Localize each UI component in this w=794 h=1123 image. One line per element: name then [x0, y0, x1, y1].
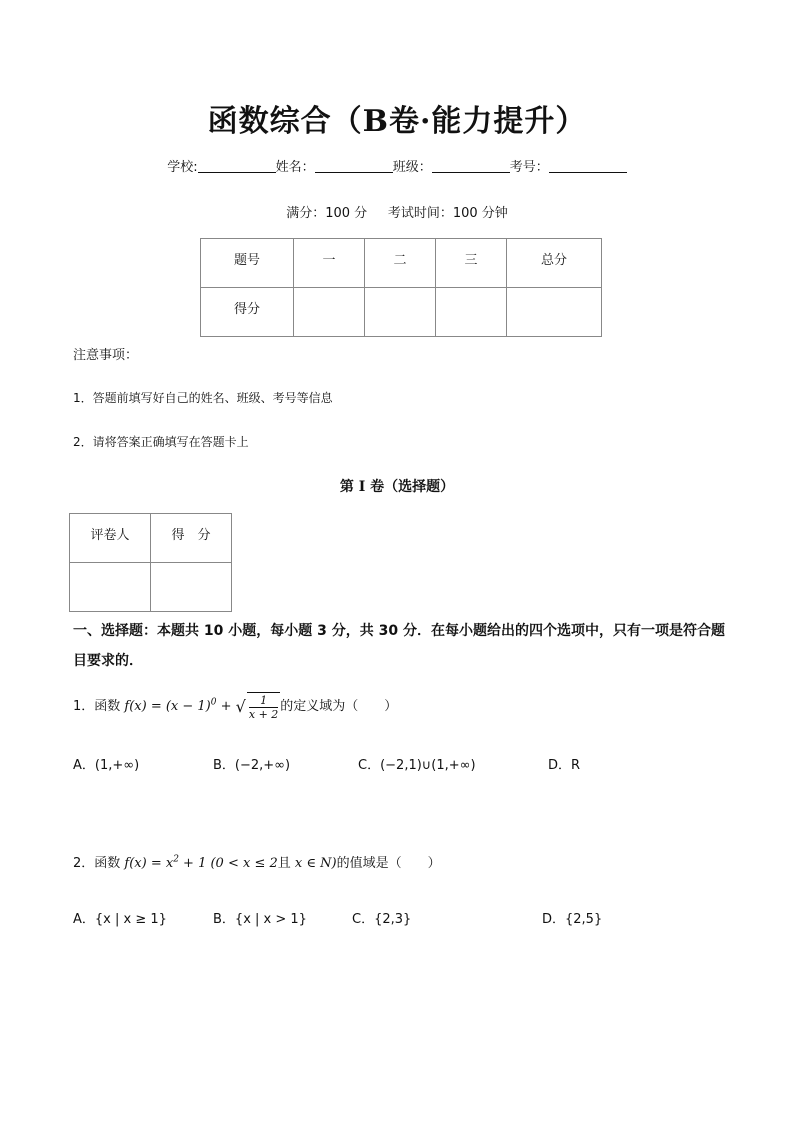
- formula-expr3: x ∈ N): [290, 856, 337, 871]
- option-a[interactable]: A．{x | x ≥ 1}: [73, 912, 167, 927]
- question-tail: 的值域是（ ）: [336, 856, 441, 871]
- option-b[interactable]: B．(−2,+∞): [213, 758, 291, 773]
- question-2: [73, 852, 441, 871]
- formula-and: 且: [277, 856, 291, 871]
- score-cell[interactable]: [507, 288, 602, 337]
- option-c[interactable]: C．(−2,1)∪(1,+∞): [358, 758, 476, 773]
- name-label: 姓名：: [275, 160, 315, 175]
- name-blank[interactable]: [315, 160, 393, 173]
- part-title: 第 I 卷（选择题）: [339, 479, 455, 495]
- grader-table: [69, 513, 232, 612]
- student-info-line: [0, 156, 794, 175]
- score-table-score-row: [201, 288, 602, 337]
- score-table: [200, 238, 602, 337]
- number-blank[interactable]: [549, 160, 627, 173]
- option-b[interactable]: B．{x | x > 1}: [213, 912, 307, 927]
- score-header-cell: 总分: [507, 239, 602, 288]
- question-1: [73, 692, 397, 721]
- number-label: 考号：: [509, 160, 549, 175]
- formula-lhs: f(x) = (x − 1): [124, 699, 211, 714]
- formula-plus: +: [216, 699, 236, 714]
- option-d[interactable]: D．{2,5}: [542, 912, 603, 927]
- score-row-label: 得分: [201, 288, 294, 337]
- exam-meta: 满分：100 分 考试时间：100 分钟: [286, 206, 508, 221]
- sqrt-icon: √: [235, 697, 246, 716]
- fraction-numerator: 1: [249, 694, 278, 708]
- formula-expr2: + 1 (0 < x ≤ 2: [178, 856, 278, 871]
- question-number: 2．函数: [73, 856, 125, 871]
- option-c[interactable]: C．{2,3}: [352, 912, 412, 927]
- score-cell[interactable]: [436, 288, 507, 337]
- score-table-header-row: [201, 239, 602, 288]
- score-cell[interactable]: [294, 288, 365, 337]
- option-d[interactable]: D．R: [548, 758, 581, 773]
- grader-score-cell[interactable]: [151, 563, 232, 612]
- formula-exponent: 0: [210, 697, 217, 708]
- score-header-cell: 题号: [201, 239, 294, 288]
- score-header-cell: 一: [294, 239, 365, 288]
- notice-item: 2．请将答案正确填写在答题卡上: [73, 435, 249, 449]
- section-title: 一、选择题：本题共 10 小题，每小题 3 分，共 30 分．在每小题给出的四个选项中，只有一项是符合题目要求的．: [73, 623, 725, 669]
- school-blank[interactable]: [198, 160, 276, 173]
- notice-heading: 注意事项：: [73, 348, 139, 363]
- score-header-cell: 三: [436, 239, 507, 288]
- page-title: 函数综合（B卷·能力提升）: [207, 104, 587, 139]
- grader-header: 评卷人: [70, 514, 151, 563]
- class-label: 班级：: [392, 160, 432, 175]
- question-tail: 的定义域为（ ）: [280, 699, 398, 714]
- score-header: 得 分: [151, 514, 232, 563]
- formula-exponent: 2: [173, 854, 179, 865]
- fraction-denominator: x + 2: [248, 708, 279, 721]
- school-label: 学校:: [167, 160, 198, 175]
- option-a[interactable]: A．(1,+∞): [73, 758, 140, 773]
- grader-cell[interactable]: [70, 563, 151, 612]
- notice-item: 1．答题前填写好自己的姓名、班级、考号等信息: [73, 391, 333, 405]
- question-number: 1．函数: [73, 699, 125, 714]
- score-header-cell: 二: [365, 239, 436, 288]
- formula-expr: f(x) = x: [124, 856, 174, 871]
- score-cell[interactable]: [365, 288, 436, 337]
- class-blank[interactable]: [432, 160, 510, 173]
